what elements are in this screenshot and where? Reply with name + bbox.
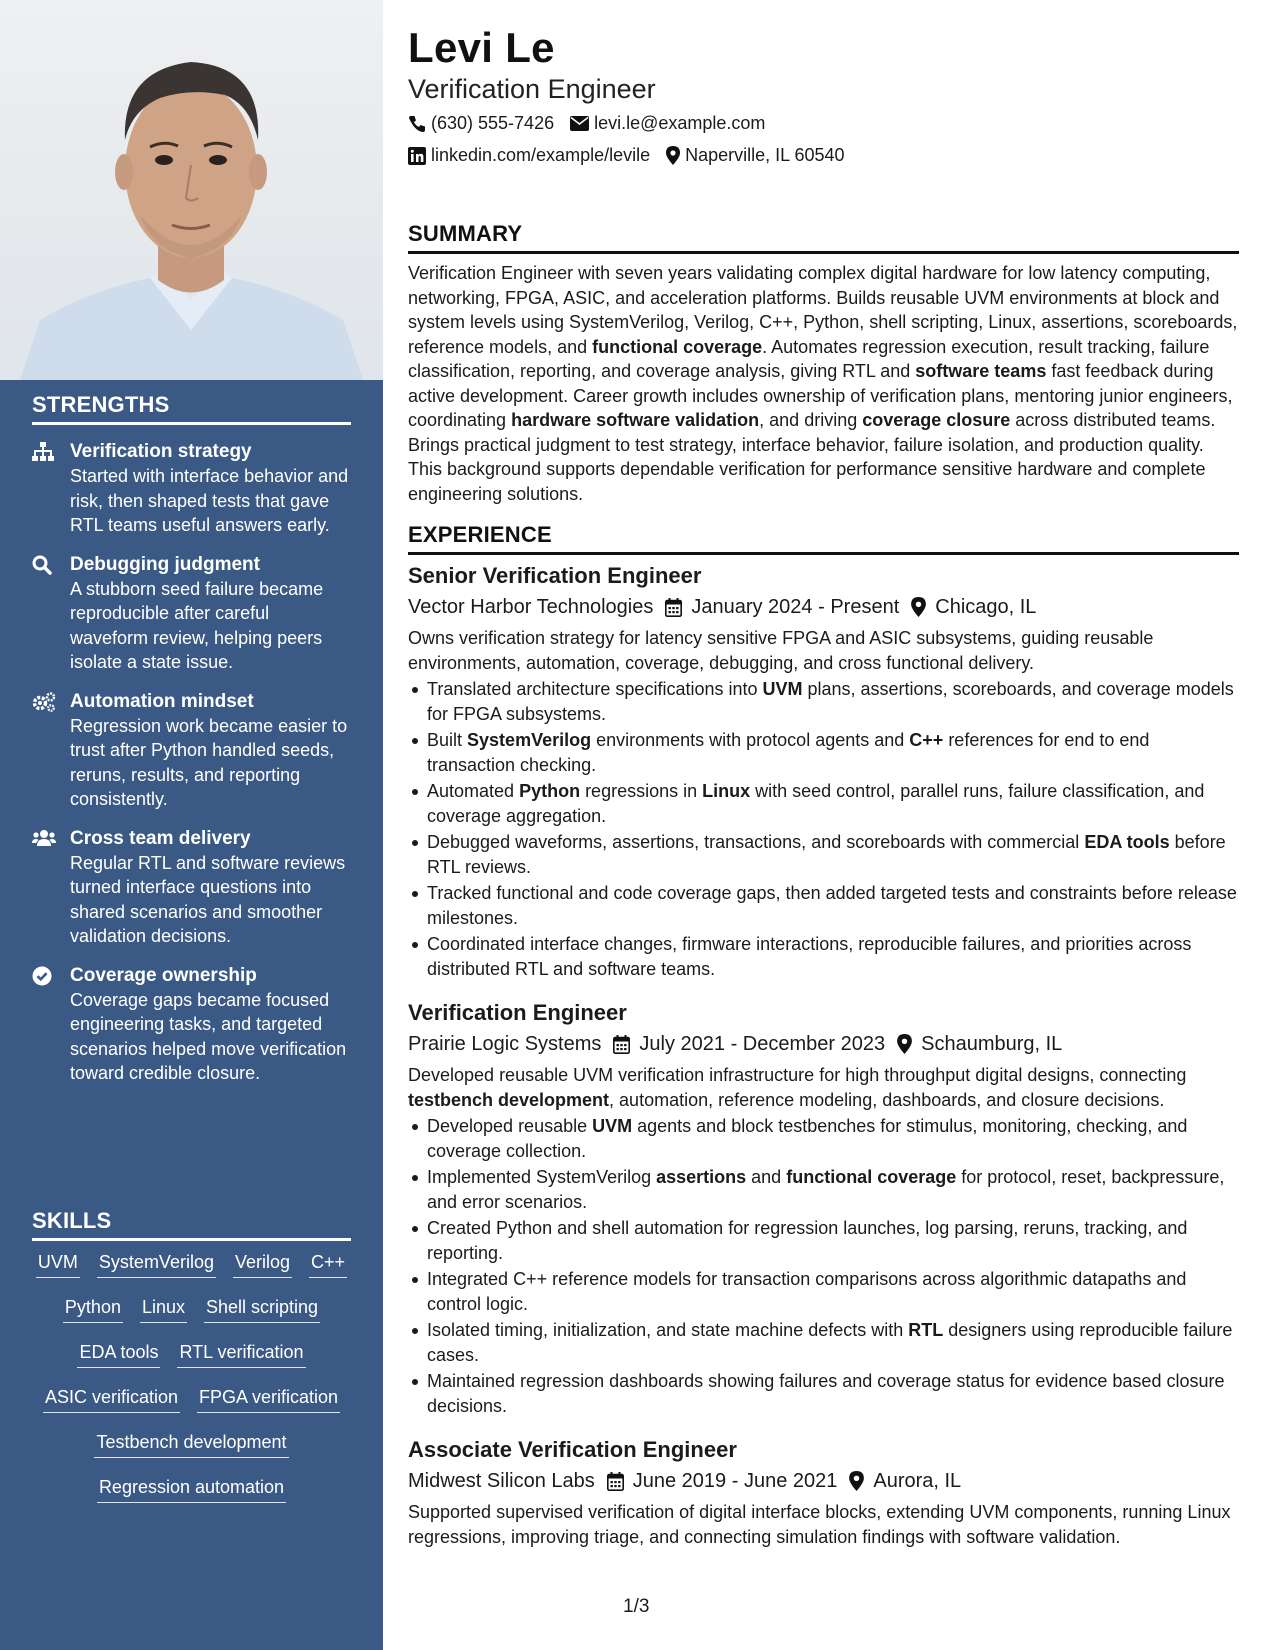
job-location: Aurora, IL xyxy=(873,1470,962,1492)
strengths-heading: STRENGTHS xyxy=(32,392,351,425)
skill-tag: ASIC verification xyxy=(43,1386,180,1413)
map-pin-icon xyxy=(666,146,680,165)
search-icon xyxy=(32,553,70,675)
skill-tag: SystemVerilog xyxy=(97,1251,216,1278)
strength-title: Coverage ownership xyxy=(70,964,257,986)
skills-section xyxy=(32,1208,351,1521)
job-role: Associate Verification Engineer xyxy=(408,1437,737,1462)
job-bullet: Tracked functional and code coverage gaps, then added targeted tests and constraints before release milestones. xyxy=(408,881,1239,930)
strength-text: Coverage gaps became focused engineering tasks, and targeted scenarios helped move verification toward credible closure. xyxy=(70,989,347,1083)
skill-tag: Linux xyxy=(140,1296,187,1323)
map-pin-icon xyxy=(897,1034,912,1054)
company-name: Prairie Logic Systems xyxy=(408,1033,602,1055)
email-address: levi.le@example.com xyxy=(594,113,766,133)
job-bullets xyxy=(408,1114,1239,1418)
job-bullet: Debugged waveforms, assertions, transactions, and scoreboards with commercial EDA tools before RTL reviews. xyxy=(408,830,1239,879)
strength-item xyxy=(32,827,351,949)
job-entry xyxy=(408,562,1239,983)
job-summary: Developed reusable UVM verification infrastructure for high throughput digital designs, connecting testbench development, automation, reference modeling, dashboards, and closure decisions. xyxy=(408,1065,1187,1110)
contact-row xyxy=(408,145,861,166)
linkedin-icon xyxy=(408,147,426,165)
candidate-title: Verification Engineer xyxy=(408,74,656,104)
skill-tag: C++ xyxy=(309,1251,347,1278)
job-dates: January 2024 - Present xyxy=(691,596,900,618)
job-bullet: Implemented SystemVerilog assertions and functional coverage for protocol, reset, backpressure, and error scenarios. xyxy=(408,1165,1239,1214)
strength-text: Started with interface behavior and risk, then shaped tests that gave RTL teams useful answers early. xyxy=(70,466,349,535)
job-bullet: Isolated timing, initialization, and state machine defects with RTL designers using reproducible failure cases. xyxy=(408,1318,1239,1367)
map-pin-icon xyxy=(849,1471,864,1491)
job-bullet: Maintained regression dashboards showing failures and coverage status for evidence based closure decisions. xyxy=(408,1369,1239,1418)
skills-row xyxy=(32,1251,351,1296)
strength-title: Debugging judgment xyxy=(70,553,260,575)
job-location: Schaumburg, IL xyxy=(921,1033,1063,1055)
skills-row xyxy=(32,1386,351,1431)
job-bullet: Built SystemVerilog environments with protocol agents and C++ references for end to end transaction checking. xyxy=(408,728,1239,777)
job-role: Senior Verification Engineer xyxy=(408,563,702,588)
sitemap-icon xyxy=(32,440,70,538)
strength-item xyxy=(32,690,351,812)
strength-title: Automation mindset xyxy=(70,690,254,712)
skill-tag: FPGA verification xyxy=(197,1386,340,1413)
experience-heading: EXPERIENCE xyxy=(408,522,1239,555)
skills-row xyxy=(32,1296,351,1341)
skill-tag: Verilog xyxy=(233,1251,292,1278)
location-contact xyxy=(666,145,844,166)
calendar-icon xyxy=(613,1035,630,1054)
strength-item xyxy=(32,964,351,1086)
strength-item xyxy=(32,440,351,538)
job-meta xyxy=(408,1467,1239,1495)
linkedin-url: linkedin.com/example/levile xyxy=(431,145,651,165)
skill-tag: Regression automation xyxy=(97,1476,286,1503)
job-meta xyxy=(408,593,1239,621)
skills-row xyxy=(32,1431,351,1476)
skills-list xyxy=(32,1251,351,1521)
skills-row xyxy=(32,1341,351,1386)
skill-tag: UVM xyxy=(36,1251,80,1278)
job-bullets xyxy=(408,677,1239,981)
phone-icon xyxy=(408,115,426,133)
check-circle-icon xyxy=(32,964,70,1086)
job-entry xyxy=(408,999,1239,1420)
job-role: Verification Engineer xyxy=(408,1000,627,1025)
skills-row xyxy=(32,1476,351,1521)
location-text: Naperville, IL 60540 xyxy=(685,145,845,165)
job-entry xyxy=(408,1436,1239,1549)
skill-tag: Testbench development xyxy=(94,1431,288,1458)
candidate-name: Levi Le xyxy=(408,24,555,71)
job-bullet: Translated architecture specifications into UVM plans, assertions, scoreboards, and coverage models for FPGA subsystems. xyxy=(408,677,1239,726)
map-pin-icon xyxy=(911,597,926,617)
calendar-icon xyxy=(607,1472,624,1491)
strength-text: Regression work became easier to trust after Python handled seeds, reruns, results, and reporting consistently. xyxy=(70,715,348,809)
skill-tag: Python xyxy=(63,1296,123,1323)
summary-text: Verification Engineer with seven years validating complex digital hardware for low latency computing, networking, FPGA, ASIC, and acceleration platforms. Builds reusable UVM environments at block and system levels using SystemVerilog, Verilog, C++, Python, shell scripting, Linux, assertions, scoreboards, reference models, and functional coverage. Automates regression execution, result tracking, failure classification, reporting, and coverage analysis, giving RTL and software teams fast feedback during active development. Career growth includes ownership of verification plans, mentoring junior engineers, coordinating hardware software validation, and driving coverage closure across distributed teams. Brings practical judgment to test strategy, interface behavior, failure isolation, and production quality. This background supports dependable verification for performance sensitive hardware and complete engineering solutions. xyxy=(408,263,1238,504)
skills-heading: SKILLS xyxy=(32,1208,351,1241)
job-dates: June 2019 - June 2021 xyxy=(632,1470,838,1492)
job-location: Chicago, IL xyxy=(935,596,1037,618)
strengths-section xyxy=(32,392,351,1086)
job-summary: Supported supervised verification of digital interface blocks, extending UVM components, running Linux regressions, improving triage, and connecting simulation findings with software validation. xyxy=(408,1502,1231,1547)
strength-item xyxy=(32,553,351,675)
company-name: Vector Harbor Technologies xyxy=(408,596,654,618)
sidebar xyxy=(0,0,383,1650)
job-bullet: Developed reusable UVM agents and block testbenches for stimulus, monitoring, checking, and coverage collection. xyxy=(408,1114,1239,1163)
users-icon xyxy=(32,827,70,949)
strength-text: Regular RTL and software reviews turned interface questions into shared scenarios and smoother validation decisions. xyxy=(70,852,346,946)
job-bullet: Coordinated interface changes, firmware interactions, reproducible failures, and priorities across distributed RTL and software teams. xyxy=(408,932,1239,981)
company-name: Midwest Silicon Labs xyxy=(408,1470,595,1492)
job-meta xyxy=(408,1030,1239,1058)
job-dates: July 2021 - December 2023 xyxy=(639,1033,886,1055)
profile-photo xyxy=(0,0,383,380)
contact-row xyxy=(408,113,781,134)
page-number: 1/3 xyxy=(623,1596,650,1617)
calendar-icon xyxy=(665,598,682,617)
job-bullet: Created Python and shell automation for regression launches, log parsing, reruns, tracking, and reporting. xyxy=(408,1216,1239,1265)
email-contact xyxy=(570,113,765,134)
strength-text: A stubborn seed failure became reproducible after careful waveform review, helping peers isolate a state issue. xyxy=(70,578,324,672)
profile-photo-illustration xyxy=(0,0,383,380)
job-bullet: Automated Python regressions in Linux with seed control, parallel runs, failure classification, and coverage aggregation. xyxy=(408,779,1239,828)
job-summary: Owns verification strategy for latency sensitive FPGA and ASIC subsystems, guiding reusable environments, automation, coverage, debugging, and cross functional delivery. xyxy=(408,628,1154,673)
envelope-icon xyxy=(570,116,589,131)
phone-contact xyxy=(408,113,554,134)
strength-title: Verification strategy xyxy=(70,441,252,462)
job-bullet: Integrated C++ reference models for transaction comparisons across algorithmic datapaths and control logic. xyxy=(408,1267,1239,1316)
skill-tag: Shell scripting xyxy=(204,1296,320,1323)
phone-number: (630) 555-7426 xyxy=(431,113,555,133)
linkedin-contact xyxy=(408,145,650,166)
summary-heading: SUMMARY xyxy=(408,221,1239,254)
gears-icon xyxy=(32,690,70,812)
skill-tag: EDA tools xyxy=(77,1341,160,1368)
strength-title: Cross team delivery xyxy=(70,827,251,849)
skill-tag: RTL verification xyxy=(177,1341,305,1368)
